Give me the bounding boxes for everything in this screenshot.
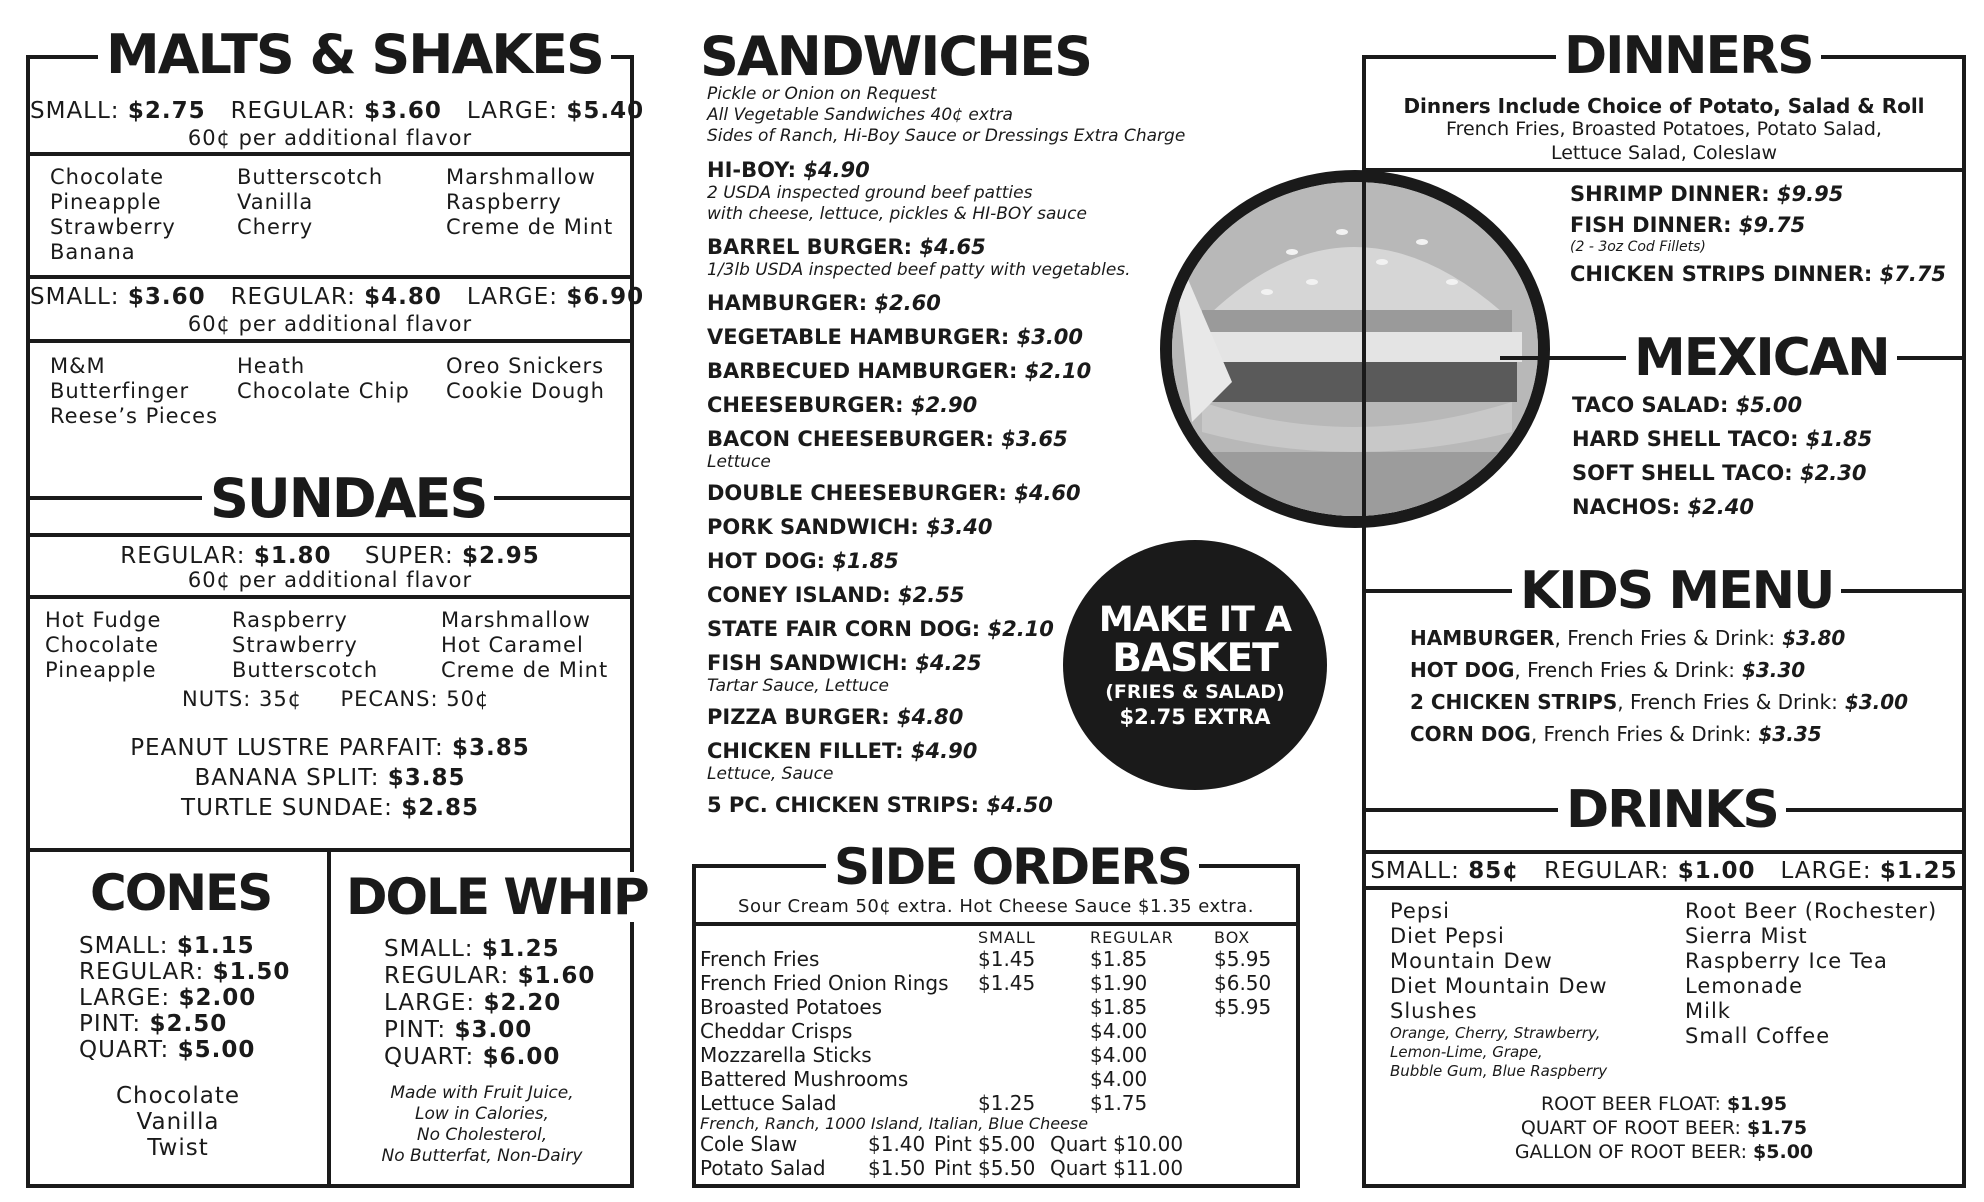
dole-size-large: LARGE: $2.20 <box>384 990 562 1016</box>
cone-size-pint: PINT: $2.50 <box>79 1011 228 1037</box>
drinks-title: DRINKS <box>1558 784 1786 836</box>
dinners-sub3: Lettuce Salad, Coleslaw <box>1550 142 1778 164</box>
sundae-special-2: BANANA SPLIT: $3.85 <box>194 765 466 791</box>
kids-corn-dog: CORN DOG, French Fries & Drink: $3.35 <box>1410 722 1822 746</box>
sandwich-double-cheeseburger: DOUBLE CHEESEBURGER: $4.60 <box>707 481 1081 505</box>
dole-whip-sizes <box>384 936 595 1071</box>
side-orders-table <box>700 928 1271 1133</box>
kids-hamburger: HAMBURGER, French Fries & Drink: $3.80 <box>1410 626 1846 650</box>
kids-menu-title: KIDS MENU <box>1512 565 1841 617</box>
sandwich-bacon-cheeseburger: BACON CHEESEBURGER: $3.65 <box>707 427 1068 451</box>
sandwiches-intro: Pickle or Onion on Request All Vegetable Sandwiches 40¢ extra Sides of Ranch, Hi-Boy Sauce or Dressings Extra Charge <box>707 84 1186 146</box>
kids-hot-dog: HOT DOG, French Fries & Drink: $3.30 <box>1410 658 1806 682</box>
malts-extra-2: 60¢ per additional flavor <box>187 312 473 336</box>
side-row: French Fries $1.45 $1.85 $5.95 <box>700 947 1272 971</box>
sandwich-cheeseburger: CHEESEBURGER: $2.90 <box>707 393 978 417</box>
cone-size-large: LARGE: $2.00 <box>79 985 257 1011</box>
sandwich-barbecued-hamburger: BARBECUED HAMBURGER: $2.10 <box>707 359 1092 383</box>
drinks-left-col: Pepsi Diet Pepsi Mountain Dew Diet Mountain Dew Slushes Orange, Cherry, Strawberry, Lemon-Lime, Grape, Bubble Gum, Blue Raspberry <box>1390 899 1608 1080</box>
mexican-taco-salad: TACO SALAD: $5.00 <box>1572 393 1803 417</box>
dole-size-regular: REGULAR: $1.60 <box>384 963 596 989</box>
malts-premium-col-1: M&M Butterfinger Reese’s Pieces <box>50 354 219 428</box>
sandwich-pizza-burger: PIZZA BURGER: $4.80 <box>707 705 964 729</box>
side-header-row: SMALL REGULAR BOX <box>978 928 1251 947</box>
cone-size-quart: QUART: $5.00 <box>79 1037 256 1063</box>
sandwich-vegetable-hamburger: VEGETABLE HAMBURGER: $3.00 <box>707 325 1084 349</box>
side-dressings-row: French, Ranch, 1000 Island, Italian, Blue Cheese <box>700 1114 1089 1133</box>
drinks-sizes: SMALL: 85¢ REGULAR: $1.00 LARGE: $1.25 <box>1370 858 1958 884</box>
sandwich-corn-dog: STATE FAIR CORN DOG: $2.10 <box>707 617 1054 641</box>
sandwich-coney-island: CONEY ISLAND: $2.55 <box>707 583 965 607</box>
sandwich-fish: FISH SANDWICH: $4.25 <box>707 651 982 675</box>
mexican-soft-taco: SOFT SHELL TACO: $2.30 <box>1572 461 1867 485</box>
sandwich-hamburger: HAMBURGER: $2.60 <box>707 291 941 315</box>
mexican-nachos: NACHOS: $2.40 <box>1572 495 1754 519</box>
mexican-title: MEXICAN <box>1626 332 1897 384</box>
sandwich-hot-dog: HOT DOG: $1.85 <box>707 549 899 573</box>
malts-sizes-1: SMALL: $2.75 REGULAR: $3.60 LARGE: $5.40 <box>30 98 645 124</box>
sandwich-list: HI-BOY: $4.90 2 USDA inspected ground beef patties with cheese, lettuce, pickles & HI-BOY sauce BARREL BURGER: $4.65 1/3lb USDA inspected beef patty with vegetables. HAMBURGER: $2.60 VEGETABLE HAMBURGER: $3.00 BARBECUED HAMBURGER: $2.10 CHEESEBURGER: $2.90 BACON CHEESEBURGER: $3.65 Lettuce DOUBLE CHEESEBURGER: $4.60 PORK SANDWICH: $3.40 HOT DOG: $1.85 CONEY ISLAND: $2.55 STATE FAIR CORN DOG: $2.10 FISH SANDWICH: $4.25 Tartar Sauce, Lettuce PIZZA BURGER: $4.80 CHICKEN FILLET: $4.90 Lettuce, Sauce 5 PC. CHICKEN STRIPS: $4.50 <box>707 158 1131 817</box>
sundaes-flavors-col-1: Hot Fudge Chocolate Pineapple <box>45 608 162 682</box>
cone-size-regular: REGULAR: $1.50 <box>79 959 291 985</box>
cone-size-small: SMALL: $1.15 <box>79 933 255 959</box>
cones-flavors: Chocolate Vanilla Twist <box>115 1083 241 1161</box>
side-orders-extra: Sour Cream 50¢ extra. Hot Cheese Sauce $1.35 extra. <box>738 896 1254 917</box>
dinners-title: DINNERS <box>1556 30 1821 82</box>
side-orders-title: SIDE ORDERS <box>826 842 1199 892</box>
dole-size-pint: PINT: $3.00 <box>384 1017 533 1043</box>
drink-special-float: ROOT BEER FLOAT: $1.95 <box>1540 1093 1788 1115</box>
sandwiches-title: SANDWICHES <box>700 25 1091 88</box>
side-row: Battered Mushrooms $4.00 <box>700 1067 1148 1091</box>
sundae-special-1: PEANUT LUSTRE PARFAIT: $3.85 <box>130 735 530 761</box>
cones-title: CONES <box>82 868 279 918</box>
malts-shakes-title: MALTS & SHAKES <box>98 28 611 82</box>
dole-size-quart: QUART: $6.00 <box>384 1044 561 1070</box>
dole-size-small: SMALL: $1.25 <box>384 936 560 962</box>
malts-sizes-2: SMALL: $3.60 REGULAR: $4.80 LARGE: $6.90 <box>30 284 645 310</box>
dinner-shrimp: SHRIMP DINNER: $9.95 <box>1570 182 1844 206</box>
drink-special-quart: QUART OF ROOT BEER: $1.75 <box>1520 1117 1808 1139</box>
malts-premium-col-2: Heath Chocolate Chip <box>237 354 410 403</box>
drinks-specials <box>1366 1092 1962 1164</box>
mexican-list <box>1572 393 1872 520</box>
sundaes-nuts: NUTS: 35¢ PECANS: 50¢ <box>182 687 490 711</box>
sundaes-flavors-col-2: Raspberry Strawberry Butterscotch <box>232 608 379 682</box>
side-row: French Fried Onion Rings $1.45 $1.90 $6.50 <box>700 971 1272 995</box>
side-potato-row: Potato Salad $1.50 Pint $5.50 Quart $11.00 <box>700 1156 1184 1180</box>
dinner-list: SHRIMP DINNER: $9.95 FISH DINNER: $9.75 (2 - 3oz Cod Fillets) CHICKEN STRIPS DINNER: $7.75 <box>1570 182 1947 286</box>
malts-flavors-col-3: Marshmallow Raspberry Creme de Mint <box>446 165 614 239</box>
dinners-sub2: French Fries, Broasted Potatoes, Potato Salad, <box>1446 118 1882 140</box>
dole-whip-title: DOLE WHIP <box>338 872 656 922</box>
sundaes-extra: 60¢ per additional flavor <box>187 568 473 592</box>
sandwich-hi-boy: HI-BOY: $4.90 <box>707 158 870 182</box>
dinner-fish: FISH DINNER: $9.75 <box>1570 213 1806 237</box>
sandwich-chicken-fillet: CHICKEN FILLET: $4.90 <box>707 739 978 763</box>
dinners-sub1: Dinners Include Choice of Potato, Salad & Roll <box>1403 94 1925 118</box>
mexican-hard-taco: HARD SHELL TACO: $1.85 <box>1572 427 1873 451</box>
malts-flavors-col-2: Butterscotch Vanilla Cherry <box>237 165 384 239</box>
sundaes-title: SUNDAES <box>202 472 494 526</box>
kids-chicken-strips: 2 CHICKEN STRIPS, French Fries & Drink: $3.00 <box>1410 690 1909 714</box>
sundae-special-3: TURTLE SUNDAE: $2.85 <box>181 795 479 821</box>
drink-special-gallon: GALLON OF ROOT BEER: $5.00 <box>1514 1141 1814 1163</box>
kids-list <box>1410 626 1908 747</box>
malts-flavors-col-1: Chocolate Pineapple Strawberry Banana <box>50 165 176 264</box>
sundaes-sizes: REGULAR: $1.80 SUPER: $2.95 <box>120 543 540 569</box>
malts-extra-1: 60¢ per additional flavor <box>187 126 473 150</box>
sundaes-flavors-col-3: Marshmallow Hot Caramel Creme de Mint <box>441 608 609 682</box>
dole-whip-notes: Made with Fruit Juice, Low in Calories, No Cholesterol, No Butterfat, Non-Dairy <box>381 1083 583 1166</box>
malts-premium-col-3: Oreo Snickers Cookie Dough <box>446 354 605 403</box>
basket-badge: MAKE IT A BASKET (FRIES & SALAD) $2.75 EXTRA <box>1063 540 1327 790</box>
side-row: Broasted Potatoes $1.85 $5.95 <box>700 995 1272 1019</box>
sandwich-barrel-burger: BARREL BURGER: $4.65 <box>707 235 986 259</box>
side-slaw-row: Cole Slaw $1.40 Pint $5.00 Quart $10.00 <box>700 1132 1184 1156</box>
cones-sizes <box>79 933 290 1063</box>
side-row: Mozzarella Sticks $4.00 <box>700 1043 1148 1067</box>
side-row: Cheddar Crisps $4.00 <box>700 1019 1148 1043</box>
drinks-right-col: Root Beer (Rochester) Sierra Mist Raspberry Ice Tea Lemonade Milk Small Coffee <box>1685 899 1938 1048</box>
side-row: Lettuce Salad $1.25 $1.75 <box>700 1091 1148 1115</box>
sandwich-pork: PORK SANDWICH: $3.40 <box>707 515 993 539</box>
sandwich-chicken-strips: 5 PC. CHICKEN STRIPS: $4.50 <box>707 793 1053 817</box>
dinner-chicken-strips: CHICKEN STRIPS DINNER: $7.75 <box>1570 262 1947 286</box>
